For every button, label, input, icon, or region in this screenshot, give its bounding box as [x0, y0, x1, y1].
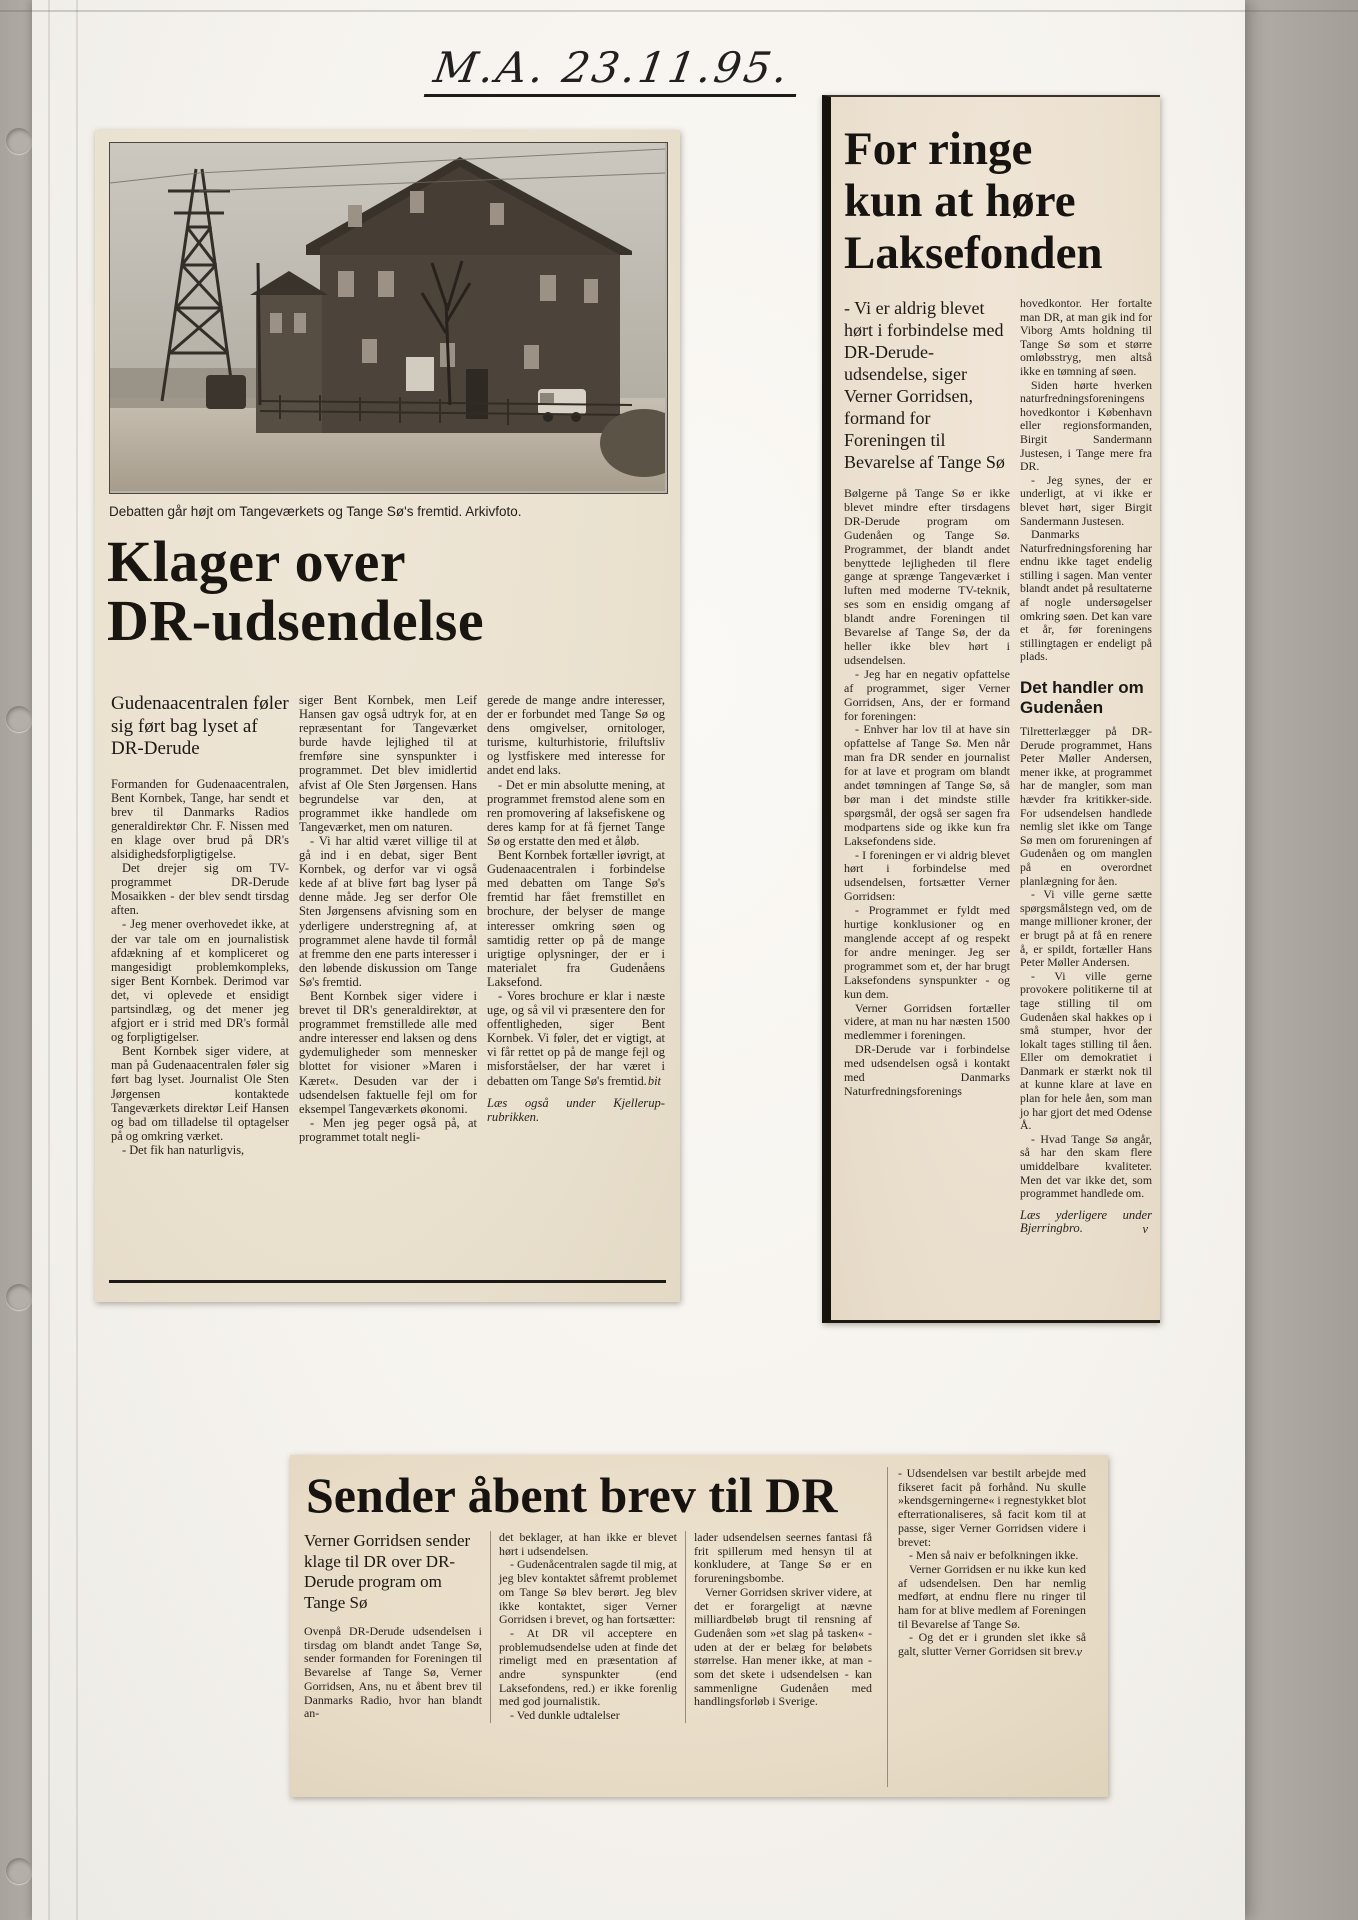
column-text: [844, 487, 1010, 1099]
binder-hole: [6, 128, 32, 154]
left-article-headline: [107, 529, 672, 653]
paragraph: Bent Kornbek siger videre, at man på Gudenaacentralen føler sig ført bag lyset. Journalist Ole Sten Jørgensen kontaktede Tangeværkets direktør Leif Hansen og bad om tilladelse til optagelser på og omkring værket.: [111, 1044, 289, 1143]
left-article-column-1: [111, 693, 289, 1157]
paragraph: - Udsendelsen var bestilt arbejde med fikseret facit på forhånd. Nu skulle »kendsgerningerne« i regnestykket blot efterrationaliseres, så facit kom til at passe, siger Verner Gorridsen videre i brevet:: [898, 1466, 1086, 1549]
journalist-initials: v: [1142, 1222, 1148, 1236]
paragraph: - Men så naiv er befolkningen ikke.: [909, 1548, 1079, 1563]
headline-line: For ringe: [844, 123, 1033, 175]
cross-reference-note: Læs yderligere under Bjerringbro.: [1020, 1207, 1152, 1236]
paragraph: - Vi ville gerne provokere politikerne til at tage stilling til om Gudenåen skal hakkes op i små stumper, hvor der lokalt tages stilling til åen. Eller om demokratiet i Danmark er stærkt nok til at kunne klare at lave en plan for hele åen, som man jo har gjort det med Odense Å.: [1020, 968, 1152, 1133]
left-article-lead: Gudenaacentralen føler sig ført bag lyset af DR-Derude: [111, 693, 289, 759]
paragraph: DR-Derude var i forbindelse med udsendelsen også i kontakt med Danmarks Naturfredningsforenings: [844, 1042, 1010, 1098]
column-text: [487, 693, 665, 1088]
bottom-article-column-2: [491, 1531, 686, 1723]
binder-hole: [6, 706, 32, 732]
headline-line: Klager over: [107, 529, 407, 594]
sleeve-edge-line: [48, 0, 50, 1920]
paragraph: - Vi har altid været villige til at gå ind i en debat, siger Bent Kornbek, og derfor var vi også kede af at blive ført bag lyser på denne måde. Jeg ser derfor Ole Sten Jørgensens afvisning som en yderligere understregning af, at programmet alene havde til formål at fremme den ene parts interesser i den løbende diskussion om Tange Sø's fremtid.: [299, 833, 477, 989]
paragraph: gerede de mange andre interesser, der er forbundet med Tange Sø og dens omgivelser, ornitologer, turisme, kulturhistorie, friluftsliv og lystfiskere med interesse for andet end laks.: [487, 693, 665, 778]
paragraph: - Og det er i grunden slet ikke så galt, slutter Verner Gorridsen sit brev.: [898, 1630, 1086, 1659]
bottom-rule: [109, 1280, 666, 1283]
paragraph: Bent Kornbek fortæller iøvrigt, at Gudenaacentralen i forbindelse med debatten om Tange Sø's fremtid har fået fremstillet en brochure, der belyser de mange interesser omkring søen og samtidig retter op på de mange urigtige oplysninger, der er i materialet fra Gudenåens Laksefond.: [487, 848, 665, 989]
bottom-article-column-4: [887, 1467, 1086, 1787]
column-text: [304, 1625, 482, 1721]
newspaper-clipping-left: [95, 130, 680, 1302]
bottom-article-column-1: [302, 1531, 491, 1723]
paragraph: - Ved dunkle udtalelser: [510, 1708, 620, 1723]
paragraph: - Vi ville gerne sætte spørgsmålstegn ved, om de mange millioner kroner, der er brugt på at få en renere å, er spildt, fortæller Hans Peter Møller Andersen.: [1020, 887, 1152, 970]
paragraph: - Det fik han naturligvis,: [122, 1142, 245, 1157]
column-text: [499, 1531, 677, 1723]
binder-hole: [6, 1858, 32, 1884]
paragraph: Det drejer sig om TV-programmet DR-Derude Mosaikken - der blev sendt tirsdag aften.: [111, 861, 289, 918]
paragraph: Verner Gorridsen fortæller videre, at man nu har næsten 1500 medlemmer i foreningen.: [844, 1000, 1010, 1043]
bottom-article-column-3: [686, 1531, 880, 1723]
paragraph: - Jeg har en negativ opfattelse af programmet, siger Verner Gorridsen, Ans, der er formand for foreningen:: [844, 666, 1010, 723]
handwritten-date: M.A. 23.11.95.: [424, 44, 804, 97]
paragraph: - Det er min absolutte mening, at programmet fremstod alene som en ren promovering af laksefiskene og deres kamp for at få fjernet Tange Sø og erstatte den med et åløb.: [487, 777, 665, 848]
paragraph: - Gudenåcentralen sagde til mig, at jeg blev kontaktet såfremt problemet om Tange Sø blev berørt. Jeg blev ikke kontaktet, siger Verner Gorridsen i brevet, og han fortsætter:: [499, 1557, 677, 1627]
sleeve-edge-line: [76, 0, 78, 1920]
column-text: [1020, 725, 1152, 1201]
paragraph: Danmarks Naturfredningsforening har endnu ikke taget endelig stilling i sagen. Man venter blandt andet på resultaterne af nogle undersøgelser omkring søen. Det kan vare et år, før foreningens stillingtagen er endeligt på plads.: [1020, 527, 1152, 664]
column-text: [898, 1467, 1086, 1659]
column-text: [694, 1531, 872, 1709]
paragraph: Bølgerne på Tange Sø er ikke blevet mindre efter tirsdagens DR-Derude program om Gudenåen og Tange Sø. Programmet, der blandt andet benyttede lejligheden til flere gange at sprænge Tangeværket i luften med moderne TV-teknik, ses som en ensidig omgang af blandt andre Foreningen til Bevarelse af Tange Sø, der da heller ikke blev hørt i udsendelsen.: [844, 486, 1010, 667]
left-article-column-2: [299, 693, 477, 1144]
paragraph: Bent Kornbek siger videre i brevet til DR's generaldirektør, at programmet fremstillede alle med andre interesser end laksen og dens gydemuligheder som mennesker blottet for visioner »Maren i Kæret«. Desuden var der i udsendelsen faktuelle fejl om for eksempel Tangeværkets økonomi.: [299, 988, 477, 1116]
paragraph: lader udsendelsen seernes fantasi få frit spillerum med hensyn til at konkludere, at Tange Sø er en forureningsbombe.: [694, 1530, 872, 1586]
paragraph: det beklager, at han ikke er blevet hørt i udsendelsen.: [499, 1530, 677, 1558]
paragraph: hovedkontor. Her fortalte man DR, at man gik ind for Viborg Amts holdning til Tange Sø som et større omløbsstryg, men altså ikke en tømning af søen.: [1020, 296, 1152, 378]
paragraph: Formanden for Gudenaacentralen, Bent Kornbek, Tange, har sendt et brev til Danmarks Radios generaldirektør Chr. F. Nissen med en klage over brud på DR's alsidighedsforpligtigelse.: [111, 776, 289, 861]
newspaper-clipping-right: [822, 95, 1160, 1323]
paragraph: - Jeg mener overhovedet ikke, at der var tale om en journalistisk afdækning af et kompliceret og mangesidigt problemkompleks, siger Bent Kornbek. Derimod var det, vi oplevede et ensidigt partsindlæg, og det mener jeg afgjort er i strid med DR's formål og forpligtigelser.: [111, 917, 289, 1045]
paragraph: - Jeg synes, der er underligt, at vi ikke er blevet hørt, siger Birgit Sandermann Justesen.: [1020, 472, 1152, 528]
paragraph: - Vores brochure er klar i næste uge, og så vil vi præsentere den for offentligheden, siger Bent Kornbek. Vi føler, det er vigtigt, at vi får rettet op på de mange fejl og misforståelser, der har været i debatten om Tange Sø's fremtid.: [487, 988, 665, 1088]
right-article-column-2: [1020, 297, 1152, 1237]
bottom-article-headline: Sender åbent brev til DR: [306, 1467, 838, 1523]
paragraph: Ovenpå DR-Derude udsendelsen i tirsdag om blandt andet Tange Sø, sender formanden for Foreningen til Bevarelse af Tange Sø, Verner Gorridsen, Ans, nu et åbent brev til Danmarks Radio, hvor han blandt an-: [304, 1624, 482, 1721]
paragraph: Verner Gorridsen er nu ikke kun ked af udsendelsen. Den har nemlig medført, at endnu flere nu ringer til ham for at blive medlem af Foreningen til Bevarelse af Tange Sø.: [898, 1561, 1086, 1631]
archive-photo: [109, 142, 668, 494]
right-article-lead: - Vi er aldrig blevet hørt i forbindelse med DR-Derude-udsendelse, siger Verner Gorridsen, formand for Foreningen til Bevarelse af Tange Sø: [844, 298, 1005, 472]
paragraph: - Hvad Tange Sø angår, så har den skam flere umiddelbare kvaliteter. Men det var ikke det, som programmet handlede om.: [1020, 1131, 1152, 1201]
headline-line: Laksefonden: [844, 227, 1103, 279]
column-text: [299, 693, 477, 1144]
paragraph: Siden hørte hverken naturfredningsforeningens hovedkontor i København eller regionsformanden, Birgit Sandermann Justesen, i Tange mere fra DR.: [1020, 377, 1152, 474]
photo-caption: Debatten går højt om Tangeværkets og Tange Sø's fremtid. Arkivfoto.: [109, 504, 522, 519]
headline-line: DR-udsendelse: [107, 588, 485, 653]
journalist-initials: bit: [647, 1073, 661, 1088]
right-article-headline: [844, 123, 1152, 279]
paragraph: siger Bent Kornbek, men Leif Hansen gav også udtryk for, at en repræsentant for Tangeværket burde havde lejlighed til at fremføre sine synspunkter i programmet. Det blev imidlertid afvist af Ole Sten Jørgensen. Hans begrundelse var den, at programmet ikke handlede om Tangeværket, men om naturen.: [299, 693, 477, 834]
headline-line: kun at høre: [844, 175, 1076, 227]
paragraph: - Men jeg peger også på, at programmet totalt negli-: [299, 1115, 477, 1144]
bottom-article-main: [302, 1467, 887, 1787]
paragraph: - At DR vil acceptere en problemudsendelse uden at finde det rimeligt med en præsentation af andre synspunkter (end Laksefondens, red.) er ikke forenlig med god journalistik.: [499, 1625, 677, 1709]
paragraph: - Programmet er fyldt med hurtige konklusioner og en manglende accept af og respekt for andre meninger. Jeg ser programmet som et, der har brugt Laksefondens synspunkter - og kun dem.: [844, 903, 1010, 1001]
sleeve-top-edge: [0, 10, 1358, 12]
paragraph: Verner Gorridsen skriver videre, at det er forargeligt at nævne milliardbeløb brugt til rensning af Gudenåen som »et slag på tasken« - uden at der er belæg for beløbets størrelse. Han mener ikke, at man - som det skete i udsendelsen - kan sammenligne Gudenåen med handlingsforløb i Sverige.: [694, 1584, 872, 1709]
tangevaerket-photo-illustration: [110, 143, 665, 491]
journalist-initials: v: [1076, 1644, 1082, 1659]
section-subhead: Det handler om Gudenåen: [1020, 678, 1144, 717]
column-text: [111, 777, 289, 1158]
cross-reference-note: Læs også under Kjellerup-rubrikken.: [487, 1095, 665, 1124]
column-text: [1020, 297, 1152, 664]
paragraph: - I foreningen er vi aldrig blevet hørt i forbindelse med udsendelsen, fortsætter Verner Gorridsen:: [844, 847, 1010, 904]
left-article-column-3: [487, 693, 665, 1124]
bottom-article-lead: Verner Gorridsen sender klage til DR over DR-Derude program om Tange Sø: [304, 1531, 471, 1612]
newspaper-clipping-bottom: [290, 1455, 1108, 1797]
paragraph: - Enhver har lov til at have sin opfattelse af Tange Sø. Men når man fra DR sender en journalist for at lave et program om blandt andet tømningen af Tange Sø, så bør man i det mindste stille spørgsmål, der også ser sagen fra modpartens side og ikke kun fra Laksefondens side.: [844, 722, 1010, 848]
paragraph: Tilretterlægger på DR-Derude programmet, Hans Peter Møller Andersen, mener ikke, at programmet har de mangler, som man hævder fra kritikker-side. For udsendelsen handlede nemlig slet ikke om Tange Sø men om forureningen af Gudenåen og om manglen på en overordnet planlægning for åen.: [1020, 724, 1152, 888]
right-article-column-1: [844, 297, 1010, 1237]
binder-hole: [6, 1284, 32, 1310]
